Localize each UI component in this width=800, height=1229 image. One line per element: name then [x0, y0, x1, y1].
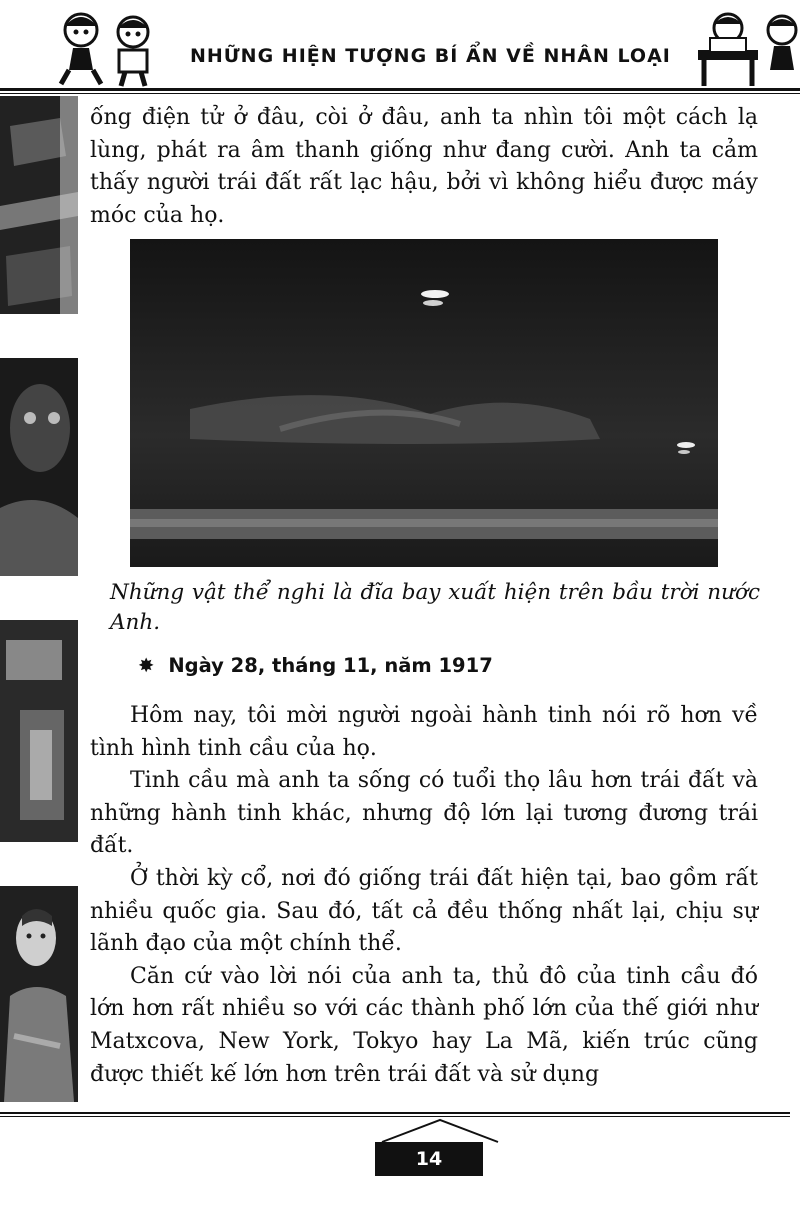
page-number: 14	[375, 1142, 483, 1176]
side-strip-image-4	[0, 886, 78, 1102]
section-heading-text: Ngày 28, tháng 11, năm 1917	[168, 654, 493, 677]
section-heading	[138, 654, 738, 677]
side-strip-image-3	[0, 620, 78, 842]
side-strip-image-2	[0, 358, 78, 576]
cartoon-kids-left-icon	[55, 8, 165, 88]
footer-rule	[0, 1112, 790, 1117]
running-header-title: NHỮNG HIỆN TƯỢNG BÍ ẨN VỀ NHÂN LOẠI	[190, 45, 671, 67]
paragraph-continued: ống điện tử ở đâu, còi ở đâu, anh ta nhìn tôi một cách lạ lùng, phát ra âm thanh giống như đang cười. Anh ta cảm thấy người trái đất rất lạc hậu, bởi vì không hiểu được máy móc của họ.	[90, 105, 758, 228]
cartoon-kid-desk-icon	[690, 8, 800, 88]
paragraph: Tinh cầu mà anh ta sống có tuổi thọ lâu hơn trái đất và những hành tinh khác, nhưng độ lớn lại tương đương trái đất.	[90, 768, 758, 859]
text-block-bottom	[90, 700, 758, 1091]
paragraph: Căn cứ vào lời nói của anh ta, thủ đô của tinh cầu đó lớn hơn rất nhiều so với các thành phố lớn của thế giới như Matxcova, New York, Tokyo hay La Mã, kiến trúc cũng được thiết kế lớn hơn trên trái đất và sử dụng	[90, 963, 758, 1087]
page-number-ornament-icon	[380, 1118, 500, 1144]
text-block-top	[90, 102, 758, 232]
side-strip-image-1	[0, 96, 78, 314]
asterisk-bullet-icon: ✸	[138, 654, 155, 677]
ufo-photo	[130, 239, 718, 567]
paragraph: Hôm nay, tôi mời người ngoài hành tinh nói rõ hơn về tình hình tinh cầu của họ.	[90, 703, 758, 761]
header-rule	[0, 88, 800, 94]
page-header	[0, 0, 800, 96]
photo-caption: Những vật thể nghi là đĩa bay xuất hiện trên bầu trời nước Anh.	[110, 580, 760, 635]
paragraph: Ở thời kỳ cổ, nơi đó giống trái đất hiện tại, bao gồm rất nhiều quốc gia. Sau đó, tất cả đều thống nhất lại, chịu sự lãnh đạo của một chính thể.	[90, 865, 758, 957]
